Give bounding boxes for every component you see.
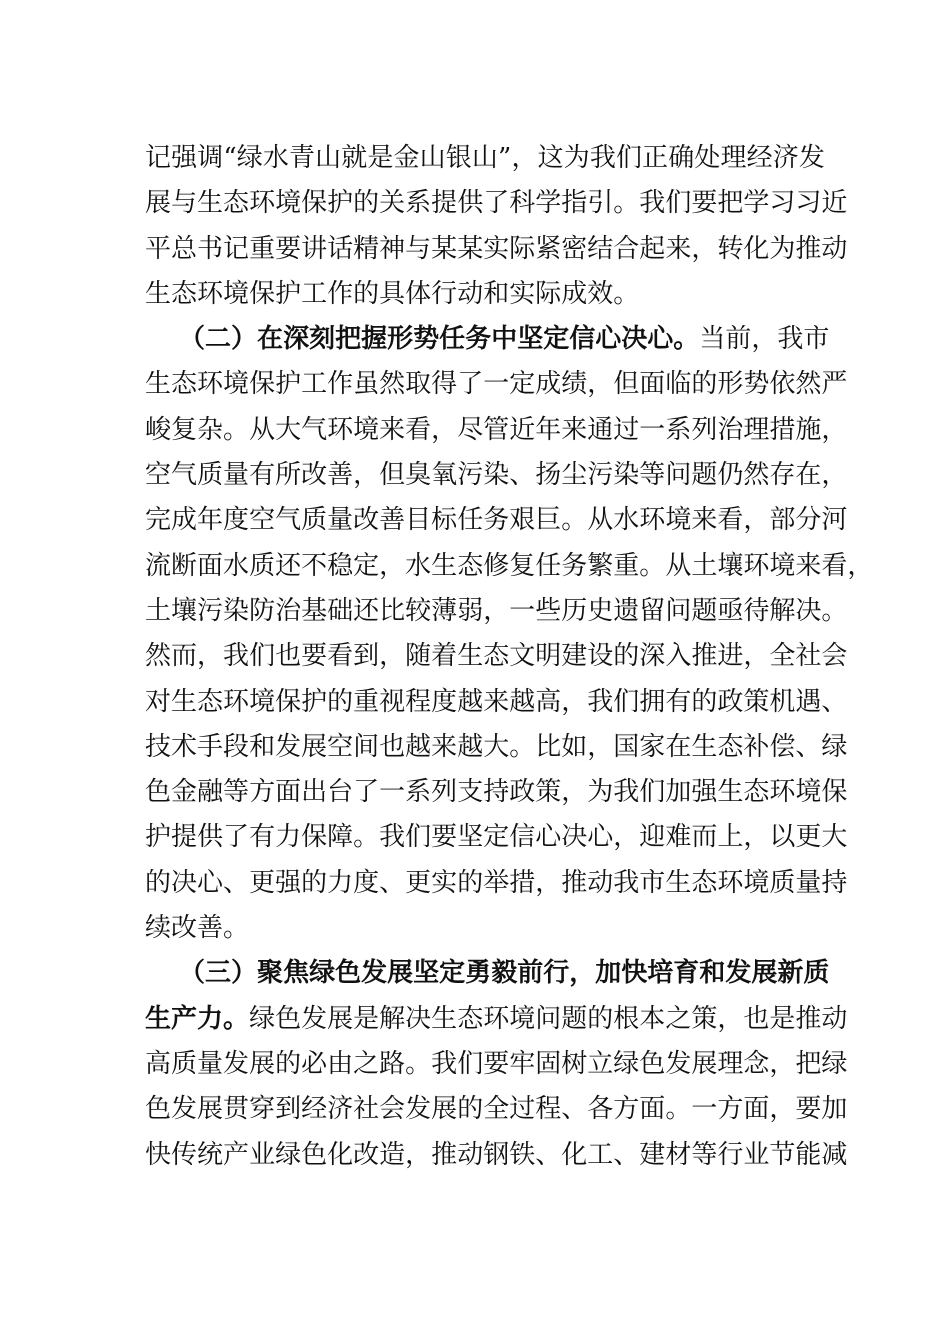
text-line: 色 金 融 等 方 面 出 台 了 一 系 列 支 持 政 策 ， 为 我 们 加 强 生 态 环 境 保 xyxy=(145,777,848,808)
text-line: 完 成 年 度 空 气 质 量 改 善 目 标 任 务 艰 巨 。 从 水 环 境 来 看 ， 部 分 河 xyxy=(145,505,848,536)
text-line: 生 态 环 境 保 护 工 作 的 具 体 行 动 和 实 际 成 效 。 xyxy=(145,278,640,309)
text-line: 然 而 ， 我 们 也 要 看 到 ， 随 着 生 态 文 明 建 设 的 深 入 推 进 ， 全 社 会 xyxy=(145,641,848,672)
text-line: 平 总 书 记 重 要 讲 话 精 神 与 某 某 实 际 紧 密 结 合 起 来 ， 转 化 为 推 动 xyxy=(145,233,848,264)
text-line: 对 生 态 环 境 保 护 的 重 视 程 度 越 来 越 高 ， 我 们 拥 有 的 政 策 机 遇 、 xyxy=(145,686,848,717)
text-line: 峻 复 杂 。 从 大 气 环 境 来 看 ， 尽 管 近 年 来 通 过 一 系 列 治 理 措 施 ， xyxy=(145,414,848,445)
text-line: 空 气 质 量 有 所 改 善 ， 但 臭 氧 污 染 、 扬 尘 污 染 等 问 题 仍 然 存 在 ， xyxy=(145,460,848,491)
text-line: 记 强 调 “ 绿 水 青 山 就 是 金 山 银 山 ” ， 这 为 我 们 正 确 处 理 经 济 发 xyxy=(145,143,825,173)
text-line: 展 与 生 态 环 境 保 护 的 关 系 提 供 了 科 学 指 引 。 我 们 要 把 学 习 习 近 xyxy=(145,188,848,219)
text-line: 流 断 面 水 质 还 不 稳 定 ， 水 生 态 修 复 任 务 繁 重 。 从 土 壤 环 境 来 看 ， xyxy=(145,550,874,581)
text-line: 快 传 统 产 业 绿 色 化 改 造 ， 推 动 钢 铁 、 化 工 、 建 材 等 行 业 节 能 减 xyxy=(145,1139,848,1170)
text-line: （ 二 ） 在 深 刻 把 握 形 势 任 务 中 坚 定 信 心 决 心 。 当 前 ， 我 市 xyxy=(179,324,830,355)
text-line: 土 壤 污 染 防 治 基 础 还 比 较 薄 弱 ， 一 些 历 史 遗 留 问 题 亟 待 解 决 。 xyxy=(145,595,848,626)
text-line: 的 决 心 、 更 强 的 力 度 、 更 实 的 举 措 ， 推 动 我 市 生 态 环 境 质 量 持 xyxy=(145,867,848,898)
text-line: 高 质 量 发 展 的 必 由 之 路 。 我 们 要 牢 固 树 立 绿 色 发 展 理 念 ， 把 绿 xyxy=(145,1048,848,1079)
text-line: 生 态 环 境 保 护 工 作 虽 然 取 得 了 一 定 成 绩 ， 但 面 临 的 形 势 依 然 严 xyxy=(145,369,848,400)
text-line: 护 提 供 了 有 力 保 障 。 我 们 要 坚 定 信 心 决 心 ， 迎 难 而 上 ， 以 更 大 xyxy=(145,822,848,853)
text-line: 技 术 手 段 和 发 展 空 间 也 越 来 越 大 。 比 如 ， 国 家 在 生 态 补 偿 、 绿 xyxy=(145,731,848,762)
text-line: 色 发 展 贯 穿 到 经 济 社 会 发 展 的 全 过 程 、 各 方 面 。 一 方 面 ， 要 加 xyxy=(145,1094,848,1125)
text-line: 续 改 善 。 xyxy=(145,913,250,944)
text-line: 生 产 力 。 绿 色 发 展 是 解 决 生 态 环 境 问 题 的 根 本 之 策 ， 也 是 推 动 xyxy=(145,1003,848,1034)
text-line: （ 三 ） 聚 焦 绿 色 发 展 坚 定 勇 毅 前 行 ， 加 快 培 育 和 发 展 新 质 xyxy=(179,958,830,989)
body-text xyxy=(145,136,874,1178)
